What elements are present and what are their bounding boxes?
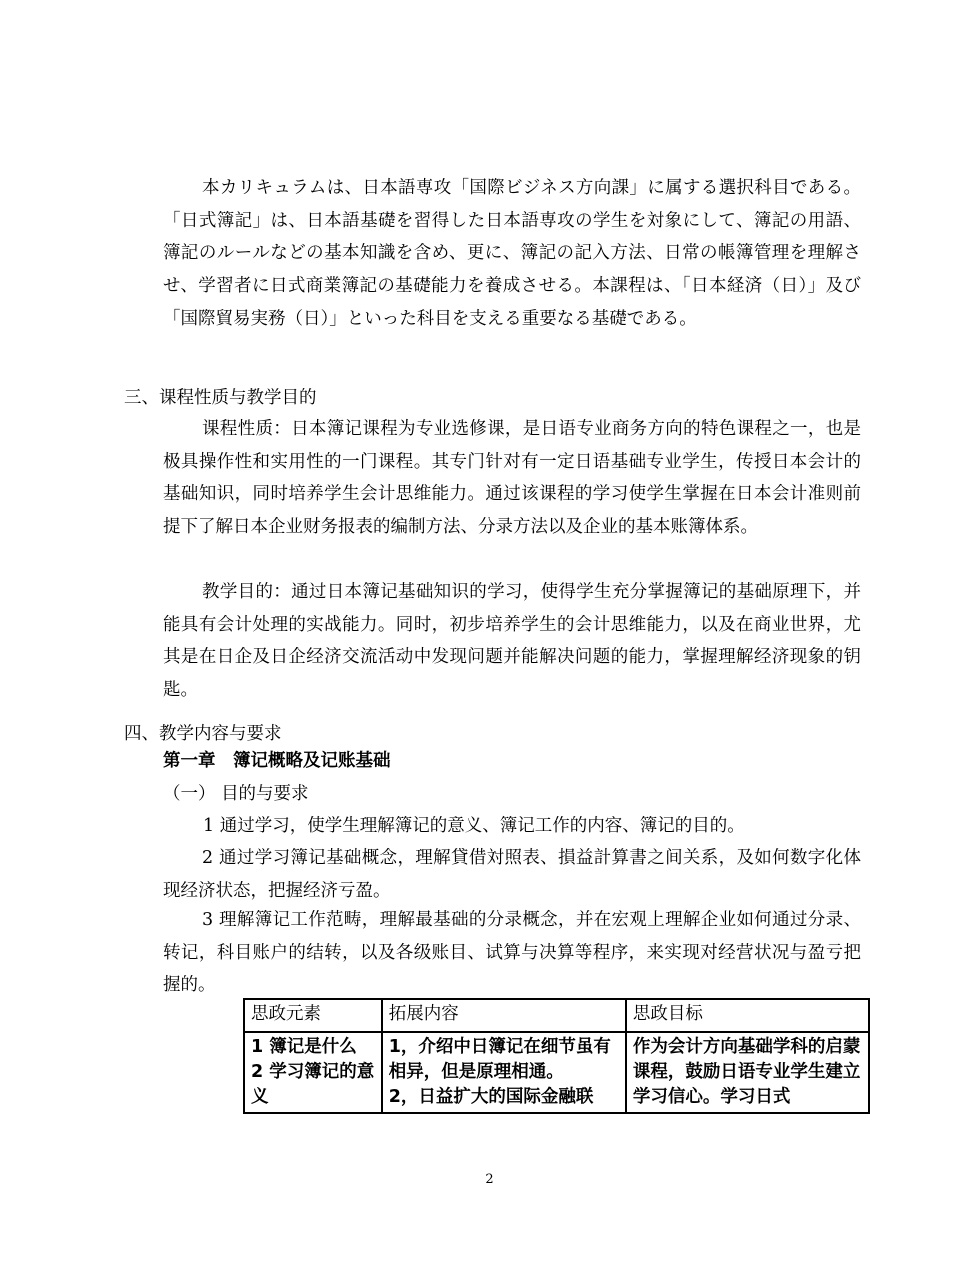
table-row <box>244 1032 869 1113</box>
section4-heading: 四、教学内容与要求 <box>124 724 282 744</box>
intro-paragraph: 本カリキュラムは、日本語専攻「国際ビジネス方向課」に属する選択科目である。「日式簿記」は、日本語基礎を習得した日本語専攻の学生を対象にして、簿記の用語、簿記のルールなどの基本知識を含め、更に、簿記の記入方法、日常の帳簿管理を理解させ、学習者に日式商業簿記の基礎能力を養成させる。本課程は、「日本経済（日）」及び「国際貿易実務（日）」といった科目を支える重要なる基礎である。 <box>163 178 861 329</box>
teaching-purpose-paragraph: 教学目的：通过日本簿记基础知识的学习，使得学生充分掌握簿记的基础原理下，并能具有会计处理的实战能力。同时，初步培养学生的会计思维能力，以及在商业世界，尤其是在日企及日企经济交流活动中发现问题并能解决问题的能力，掌握理解经济现象的钥匙。 <box>163 582 861 701</box>
requirement-item-2: 2 通过学习簿记基础概念，理解貸借対照表、損益計算書之间关系，及如何数字化体现经济状态，把握经济亏盈。 <box>163 848 861 901</box>
page-number: 2 <box>485 1172 494 1187</box>
table-header-row <box>244 999 869 1032</box>
table-cell: 1，介绍中日簿记在细节虽有相异，但是原理相通。 2，日益扩大的国际金融联 <box>382 1032 626 1113</box>
chapter-title: 第一章 簿记概略及记账基础 <box>163 751 391 771</box>
requirement-item-1: 1 通过学习，使学生理解簿记的意义、簿记工作的内容、簿记的目的。 <box>203 816 745 836</box>
requirement-item-3: 3 理解簿记工作范畴，理解最基础的分录概念，并在宏观上理解企业如何通过分录、转记，科目账户的结转，以及各级账目、试算与决算等程序，来实现对经营状况与盈亏把握的。 <box>163 910 861 996</box>
table-header-cell: 思政元素 <box>244 999 382 1032</box>
table-cell: 作为会计方向基础学科的启蒙课程，鼓励日语专业学生建立学习信心。学习日式 <box>626 1032 869 1113</box>
table-header-cell: 拓展内容 <box>382 999 626 1032</box>
ideology-table <box>243 998 870 1114</box>
course-nature-paragraph: 课程性质：日本簿记课程为专业选修课，是日语专业商务方向的特色课程之一，也是极具操作性和实用性的一门课程。其专门针对有一定日语基础专业学生，传授日本会计的基础知识，同时培养学生会计思维能力。通过该课程的学习使学生掌握在日本会计准则前提下了解日本企业财务报表的编制方法、分录方法以及企业的基本账簿体系。 <box>163 419 861 538</box>
section3-heading: 三、课程性质与教学目的 <box>124 388 317 408</box>
subheading: （一） 目的与要求 <box>163 784 309 804</box>
table-cell: 1 簿记是什么 2 学习簿记的意义 <box>244 1032 382 1113</box>
table-header-cell: 思政目标 <box>626 999 869 1032</box>
